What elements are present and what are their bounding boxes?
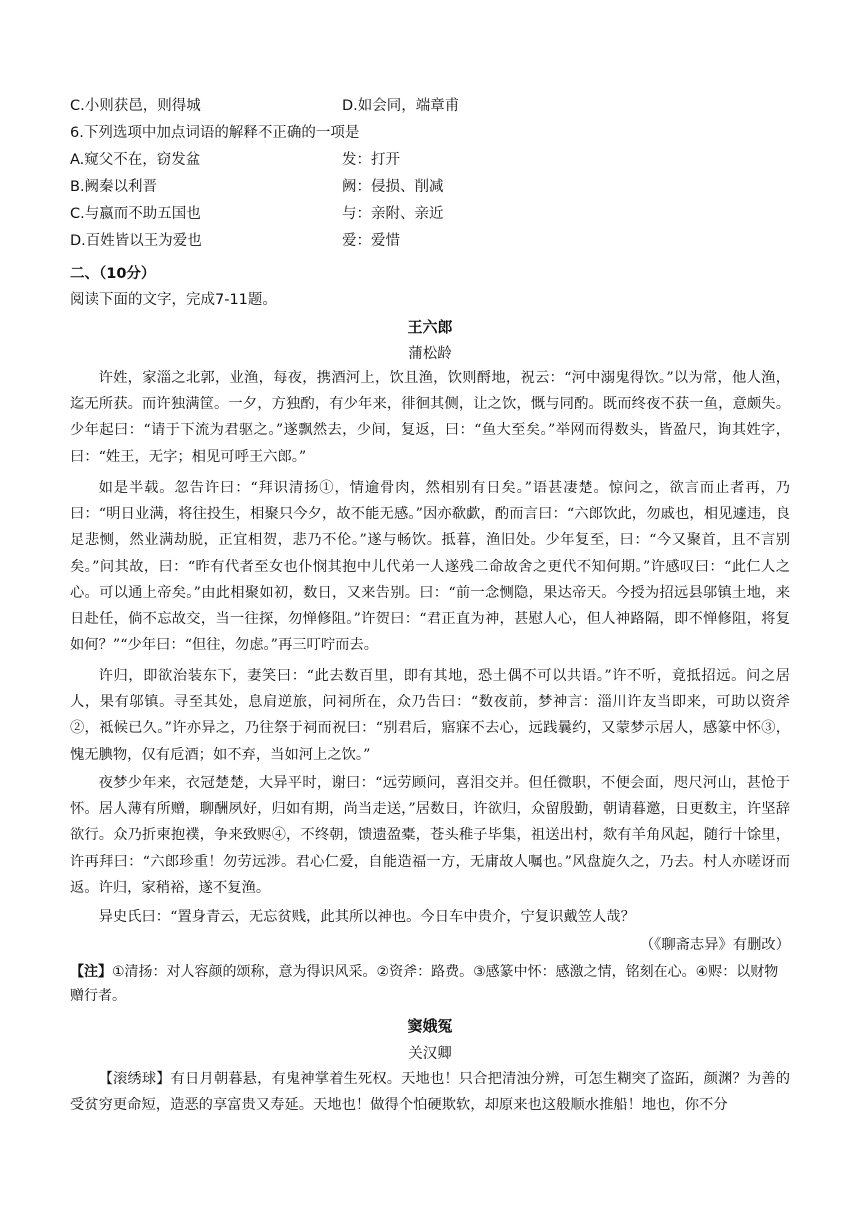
q6-option-c: C.与嬴而不助五国也 [70,206,201,222]
q5-option-c: C.小则获邑，则得城 [70,98,201,114]
passage-title: 王六郎 [407,318,453,336]
q6-gloss-a: 发：打开 [342,152,400,168]
section-instruction: 阅读下面的文字，完成7-11题。 [70,292,277,308]
q6-option-d: D.百姓皆以王为爱也 [70,233,202,249]
passage-paragraph-1: 许姓，家淄之北郭，业渔，每夜，携酒河上，饮且渔，饮则酹地，祝云：“河中溺鬼得饮。”以为常，他人渔，迄无所获。而许独满筐。一夕，方独酌，有少年来，徘徊其侧，让之饮，慨与同酌。既而终夜不获一鱼，意颇失。少年起曰：“请于下流为君驱之。”遂飘然去，少间，复返，曰：“鱼大至矣。”举网而得数头，皆盈尺，询其姓字，曰：“姓王，无字；相见可呼王六郎。” [70,370,790,465]
passage-author: 蒲松龄 [408,346,452,362]
passage2-text: 【滚绣球】有日月朝暮悬，有鬼神掌着生死权。天地也！只合把清浊分辨，可怎生糊突了盗跖，颜渊？为善的受贫穷更命短，造恶的享富贵又寿延。天地也！做得个怕硬欺软，却原来也这般顺水推船！地也，你不分 [70,1071,790,1114]
q6-option-b: B.阙秦以利晋 [70,179,158,195]
passage2-author: 关汉卿 [408,1046,452,1062]
passage-paragraph-5: 异史氏曰：“置身青云，无忘贫贱，此其所以神也。今日车中贵介，宁复识戴笠人哉？ [98,909,635,925]
notes-text: ①清扬：对人容颜的颂称，意为得识风采。②资斧：路费。③感篆中怀：感激之情，铭刻在心。④赆：以财物赠行者。 [70,964,779,1004]
passage-source: （《聊斋志异》有删改） [639,937,790,953]
passage-paragraph-3: 许归，即欲治装东下，妻笑曰：“此去数百里，即有其地，恐土偶不可以共语。”许不听，竟抵招远。问之居人，果有邬镇。寻至其处，息肩逆旅，问祠所在，众乃告曰：“数夜前，梦神言：淄川许友当即来，可助以资斧②，祗候已久。”许亦异之，乃往祭于祠而祝曰：“别君后，寤寐不去心，远践曩约，又蒙梦示居人，感篆中怀③，愧无腆物，仅有卮酒；如不弃，当如河上之饮。” [70,668,790,763]
passage-paragraph-2: 如是半载。忽告许曰：“拜识清扬①，情逾骨肉，然相别有日矣。”语甚凄楚。惊问之，欲言而止者再，乃曰：“明日业满，将往投生，相聚只今夕，故不能无感。”因亦欷歔，酌而言曰：“六郎饮此，勿戚也，相见遽违，良足悲恻，然业满劫脱，正宜相贺，悲乃不伦。”遂与畅饮。抵暮，渔旧处。少年复至，曰：“今又聚首，且不言别矣。”问其故，曰：“昨有代者至女也仆悯其抱中儿代弟一人遂残二命故舍之更代不知何期。”许感叹曰：“此仁人之心。可以通上帝矣。”由此相聚如初，数日，又来告别。曰：“前一念恻隐，果达帝天。今授为招远县邬镇土地，来日赴任，倘不忘故交，当一往探，勿惮修阻。”许贺曰：“君正直为神，甚慰人心，但人神路隔，即不惮修阻，将复如何？”“少年曰：“但往，勿虑。”再三叮咛而去。 [70,480,790,654]
q5-option-d: D.如会同，端章甫 [342,98,460,114]
q6-gloss-b: 阙：侵损、削减 [342,179,444,195]
passage-paragraph-4: 夜梦少年来，衣冠楚楚，大异平时，谢曰：“远劳顾问，喜泪交并。但任微职，不便会面，咫尺河山，甚怆于怀。居人薄有所赠，聊酬夙好，归如有期，尚当走送，”居数日，许欲归，众留殷勤，朝请暮邀，日更数主，许坚辞欲行。众乃折柬抱襆，争来致赆④，不终朝，馈遗盈橐，苍头稚子毕集，祖送出村，欻有羊角风起，随行十馀里，许再拜曰：“六郎珍重！勿劳远涉。君心仁爱，自能造福一方，无庸故人嘱也。”风盘旋久之，乃去。村人亦嗟讶而返。许归，家稍裕，遂不复渔。 [70,775,790,896]
notes-label: 【注】 [70,964,112,980]
q6-stem: 6.下列选项中加点词语的解释不正确的一项是 [70,125,360,141]
q6-option-a: A.窥父不在，窃发盆 [70,152,201,168]
q6-gloss-d: 爱：爱惜 [342,233,400,249]
notes [70,960,790,1008]
section-heading: 二、（10分） [70,266,156,282]
passage2-title: 窦娥冤 [407,1017,453,1035]
q6-gloss-c: 与：亲附、亲近 [342,206,444,222]
